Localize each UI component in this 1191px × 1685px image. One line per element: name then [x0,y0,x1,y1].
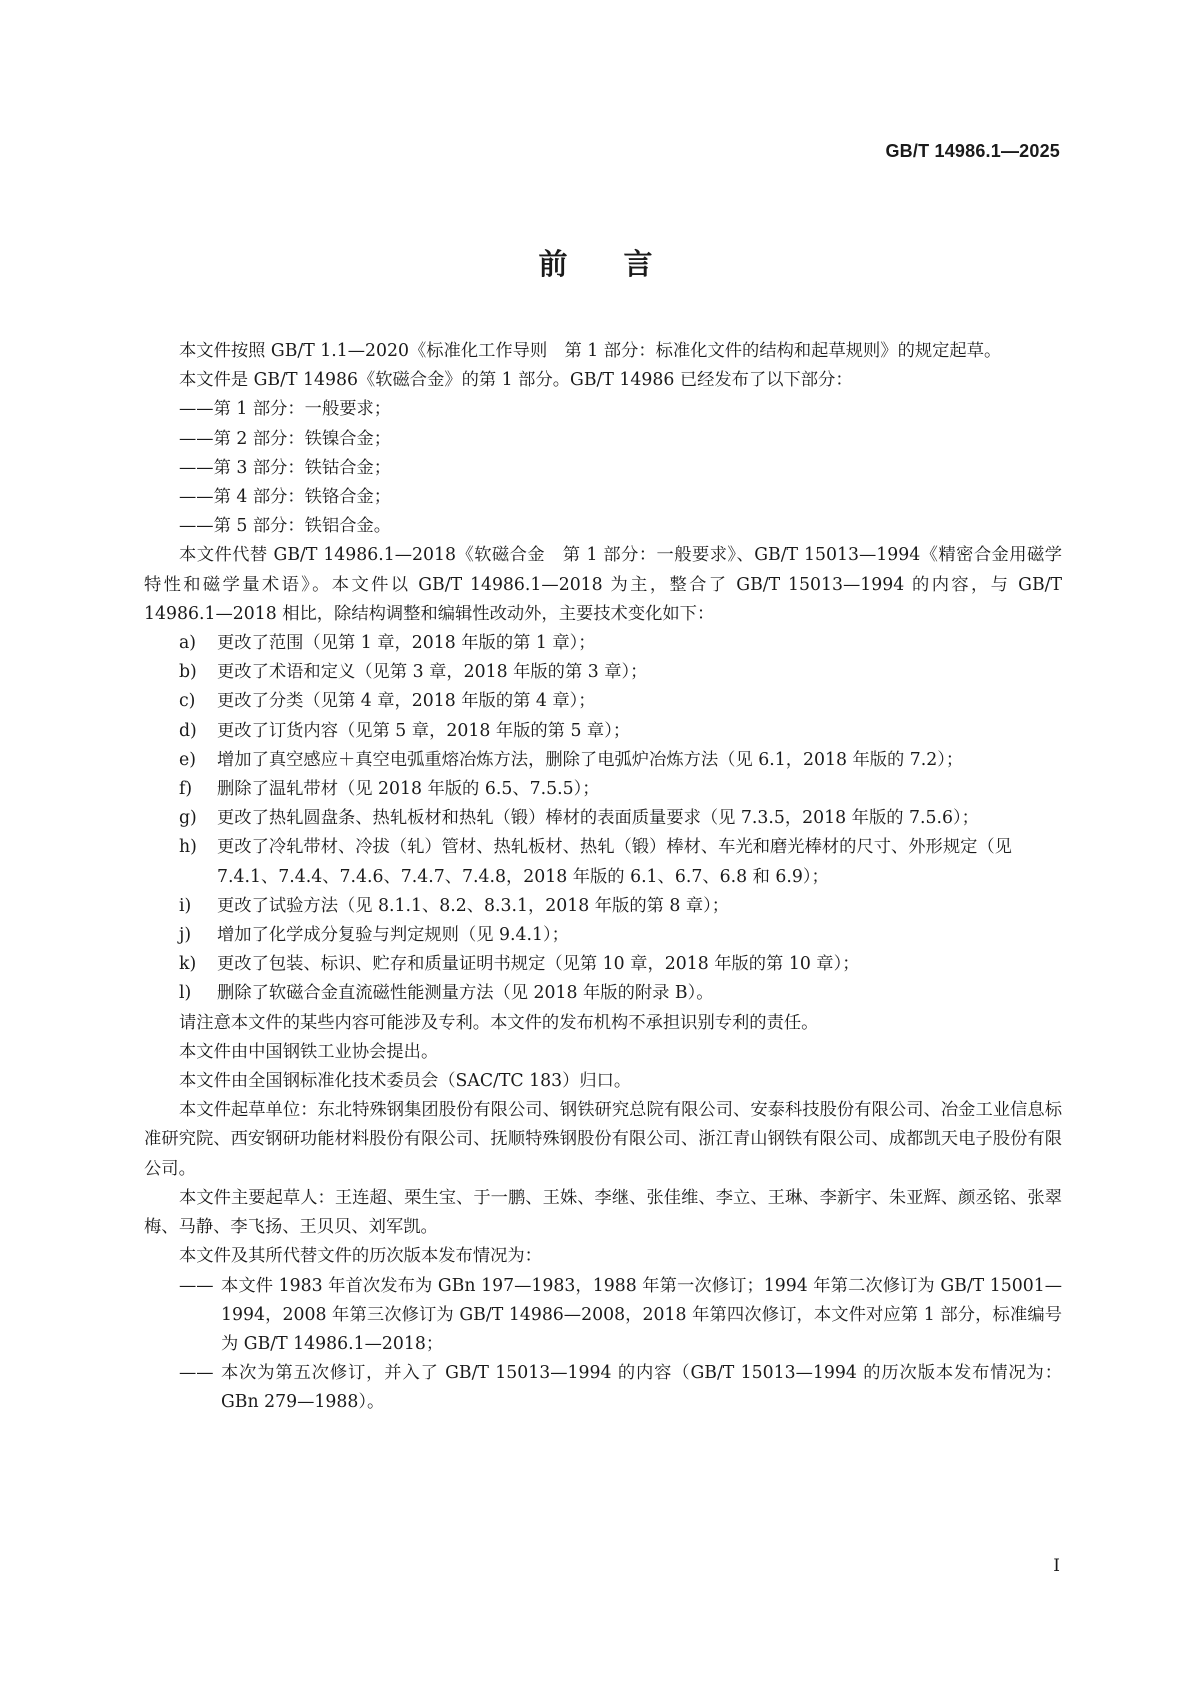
change-item [144,629,1062,658]
paragraph: 本文件代替 GB/T 14986.1—2018《软磁合金 第 1 部分：一般要求》、GB/T 15013—1994《精密合金用磁学特性和磁学量术语》。本文件以 GB/T 14986.1—2018 为主，整合了 GB/T 15013—1994 的内容，与 GB/T 14986.1—2018 相比，除结构调整和编辑性改动外，主要技术变化如下： [144,545,1062,624]
page-number: I [1053,1556,1060,1576]
change-label: h) [179,837,197,858]
change-text: 删除了温轧带材（见 2018 年版的 6.5、7.5.5）； [217,779,600,800]
change-label: d) [179,720,197,741]
part-list-item: ——第 1 部分：一般要求； [179,399,392,420]
change-item [144,979,1062,1008]
change-label: e) [179,749,196,770]
change-label: g) [179,808,197,829]
change-item [144,804,1062,833]
paragraph: 本文件由全国钢标准化技术委员会（SAC/TC 183）归口。 [179,1071,632,1092]
change-label: a) [179,633,197,654]
change-text: 更改了分类（见第 4 章，2018 年版的第 4 章）； [217,691,596,712]
title-char-2: 言 [623,247,653,281]
paragraph: 本文件按照 GB/T 1.1—2020《标准化工作导则 第 1 部分：标准化文件的结构和起草规则》的规定起草。 [179,341,1002,361]
change-text: 增加了真空感应＋真空电弧重熔冶炼方法，删除了电弧炉冶炼方法（见 6.1，2018 年版的 7.2）； [217,749,964,770]
change-item [144,921,1062,950]
page-title [0,242,1191,283]
change-text: 更改了热轧圆盘条、热轧板材和热轧（锻）棒材的表面质量要求（见 7.3.5，2018 年版的 7.5.6）； [217,808,979,829]
history-item [144,1359,1062,1417]
change-label: l) [179,983,192,1004]
change-item [144,892,1062,921]
paragraph: 本文件由中国钢铁工业协会提出。 [179,1041,439,1062]
title-char-1: 前 [538,247,568,281]
history-text: 本次为第五次修订，并入了 GB/T 15013—1994 的内容（GB/T 15013—1994 的历次版本发布情况为：GBn 279—1988）。 [221,1363,1062,1413]
change-label: i) [179,895,192,916]
change-text: 更改了订货内容（见第 5 章，2018 年版的第 5 章）； [217,720,631,741]
change-text: 删除了软磁合金直流磁性能测量方法（见 2018 年版的附录 B）。 [217,983,714,1004]
change-text: 更改了范围（见第 1 章，2018 年版的第 1 章）； [217,633,596,654]
part-list-item: ——第 5 部分：铁铝合金。 [179,516,392,537]
change-text: 更改了术语和定义（见第 3 章，2018 年版的第 3 章）； [217,662,648,683]
change-label: k) [179,954,197,975]
change-text: 更改了包装、标识、贮存和质量证明书规定（见第 10 章，2018 年版的第 10 章）； [217,954,860,975]
change-label: f) [179,779,193,800]
change-label: b) [179,662,197,683]
change-text: 更改了冷轧带材、冷拔（轧）管材、热轧板材、热轧（锻）棒材、车光和磨光棒材的尺寸、外形规定（见 7.4.1、7.4.4、7.4.6、7.4.7、7.4.8，2018 年版的 6.1、6.7、6.8 和 6.9）； [217,837,1012,887]
paragraph: 本文件主要起草人：王连超、栗生宝、于一鹏、王姝、李继、张佳维、李立、王琳、李新宇、朱亚辉、颜丞铭、张翠梅、马静、李飞扬、王贝贝、刘军凯。 [144,1187,1062,1238]
change-item [144,717,1062,746]
history-mark: —— [179,1275,214,1296]
standard-code: GB/T 14986.1—2025 [885,141,1060,161]
history-text: 本文件 1983 年首次发布为 GBn 197—1983，1988 年第一次修订；1994 年第二次修订为 GB/T 15001—1994，2008 年第三次修订为 GB/T 14986—2008，2018 年第四次修订，本文件对应第 1 部分，标准编号为 GB/T 14986.1—2018； [221,1275,1062,1354]
change-item [144,658,1062,687]
part-list-item: ——第 3 部分：铁钴合金； [179,457,392,478]
paragraph: 本文件是 GB/T 14986《软磁合金》的第 1 部分。GB/T 14986 已经发布了以下部分： [179,370,853,391]
change-text: 增加了化学成分复验与判定规则（见 9.4.1）； [217,925,569,946]
paragraph: 本文件起草单位：东北特殊钢集团股份有限公司、钢铁研究总院有限公司、安泰科技股份有限公司、冶金工业信息标准研究院、西安钢研功能材料股份有限公司、抚顺特殊钢股份有限公司、浙江青山钢铁有限公司、成都凯天电子股份有限公司。 [144,1100,1062,1179]
history-item [144,1272,1062,1360]
history-mark: —— [179,1363,214,1384]
change-item [144,775,1062,804]
paragraph: 请注意本文件的某些内容可能涉及专利。本文件的发布机构不承担识别专利的责任。 [179,1012,819,1033]
part-list-item: ——第 4 部分：铁铬合金； [179,487,392,508]
change-label: j) [179,925,192,946]
change-item [144,950,1062,979]
change-item [144,833,1062,891]
paragraph: 本文件及其所代替文件的历次版本发布情况为： [179,1246,542,1267]
change-label: c) [179,691,196,712]
foreword-body [144,337,1062,1418]
part-list-item: ——第 2 部分：铁镍合金； [179,428,392,449]
change-item [144,746,1062,775]
change-item [144,687,1062,716]
change-text: 更改了试验方法（见 8.1.1、8.2、8.3.1，2018 年版的第 8 章）； [217,895,730,916]
